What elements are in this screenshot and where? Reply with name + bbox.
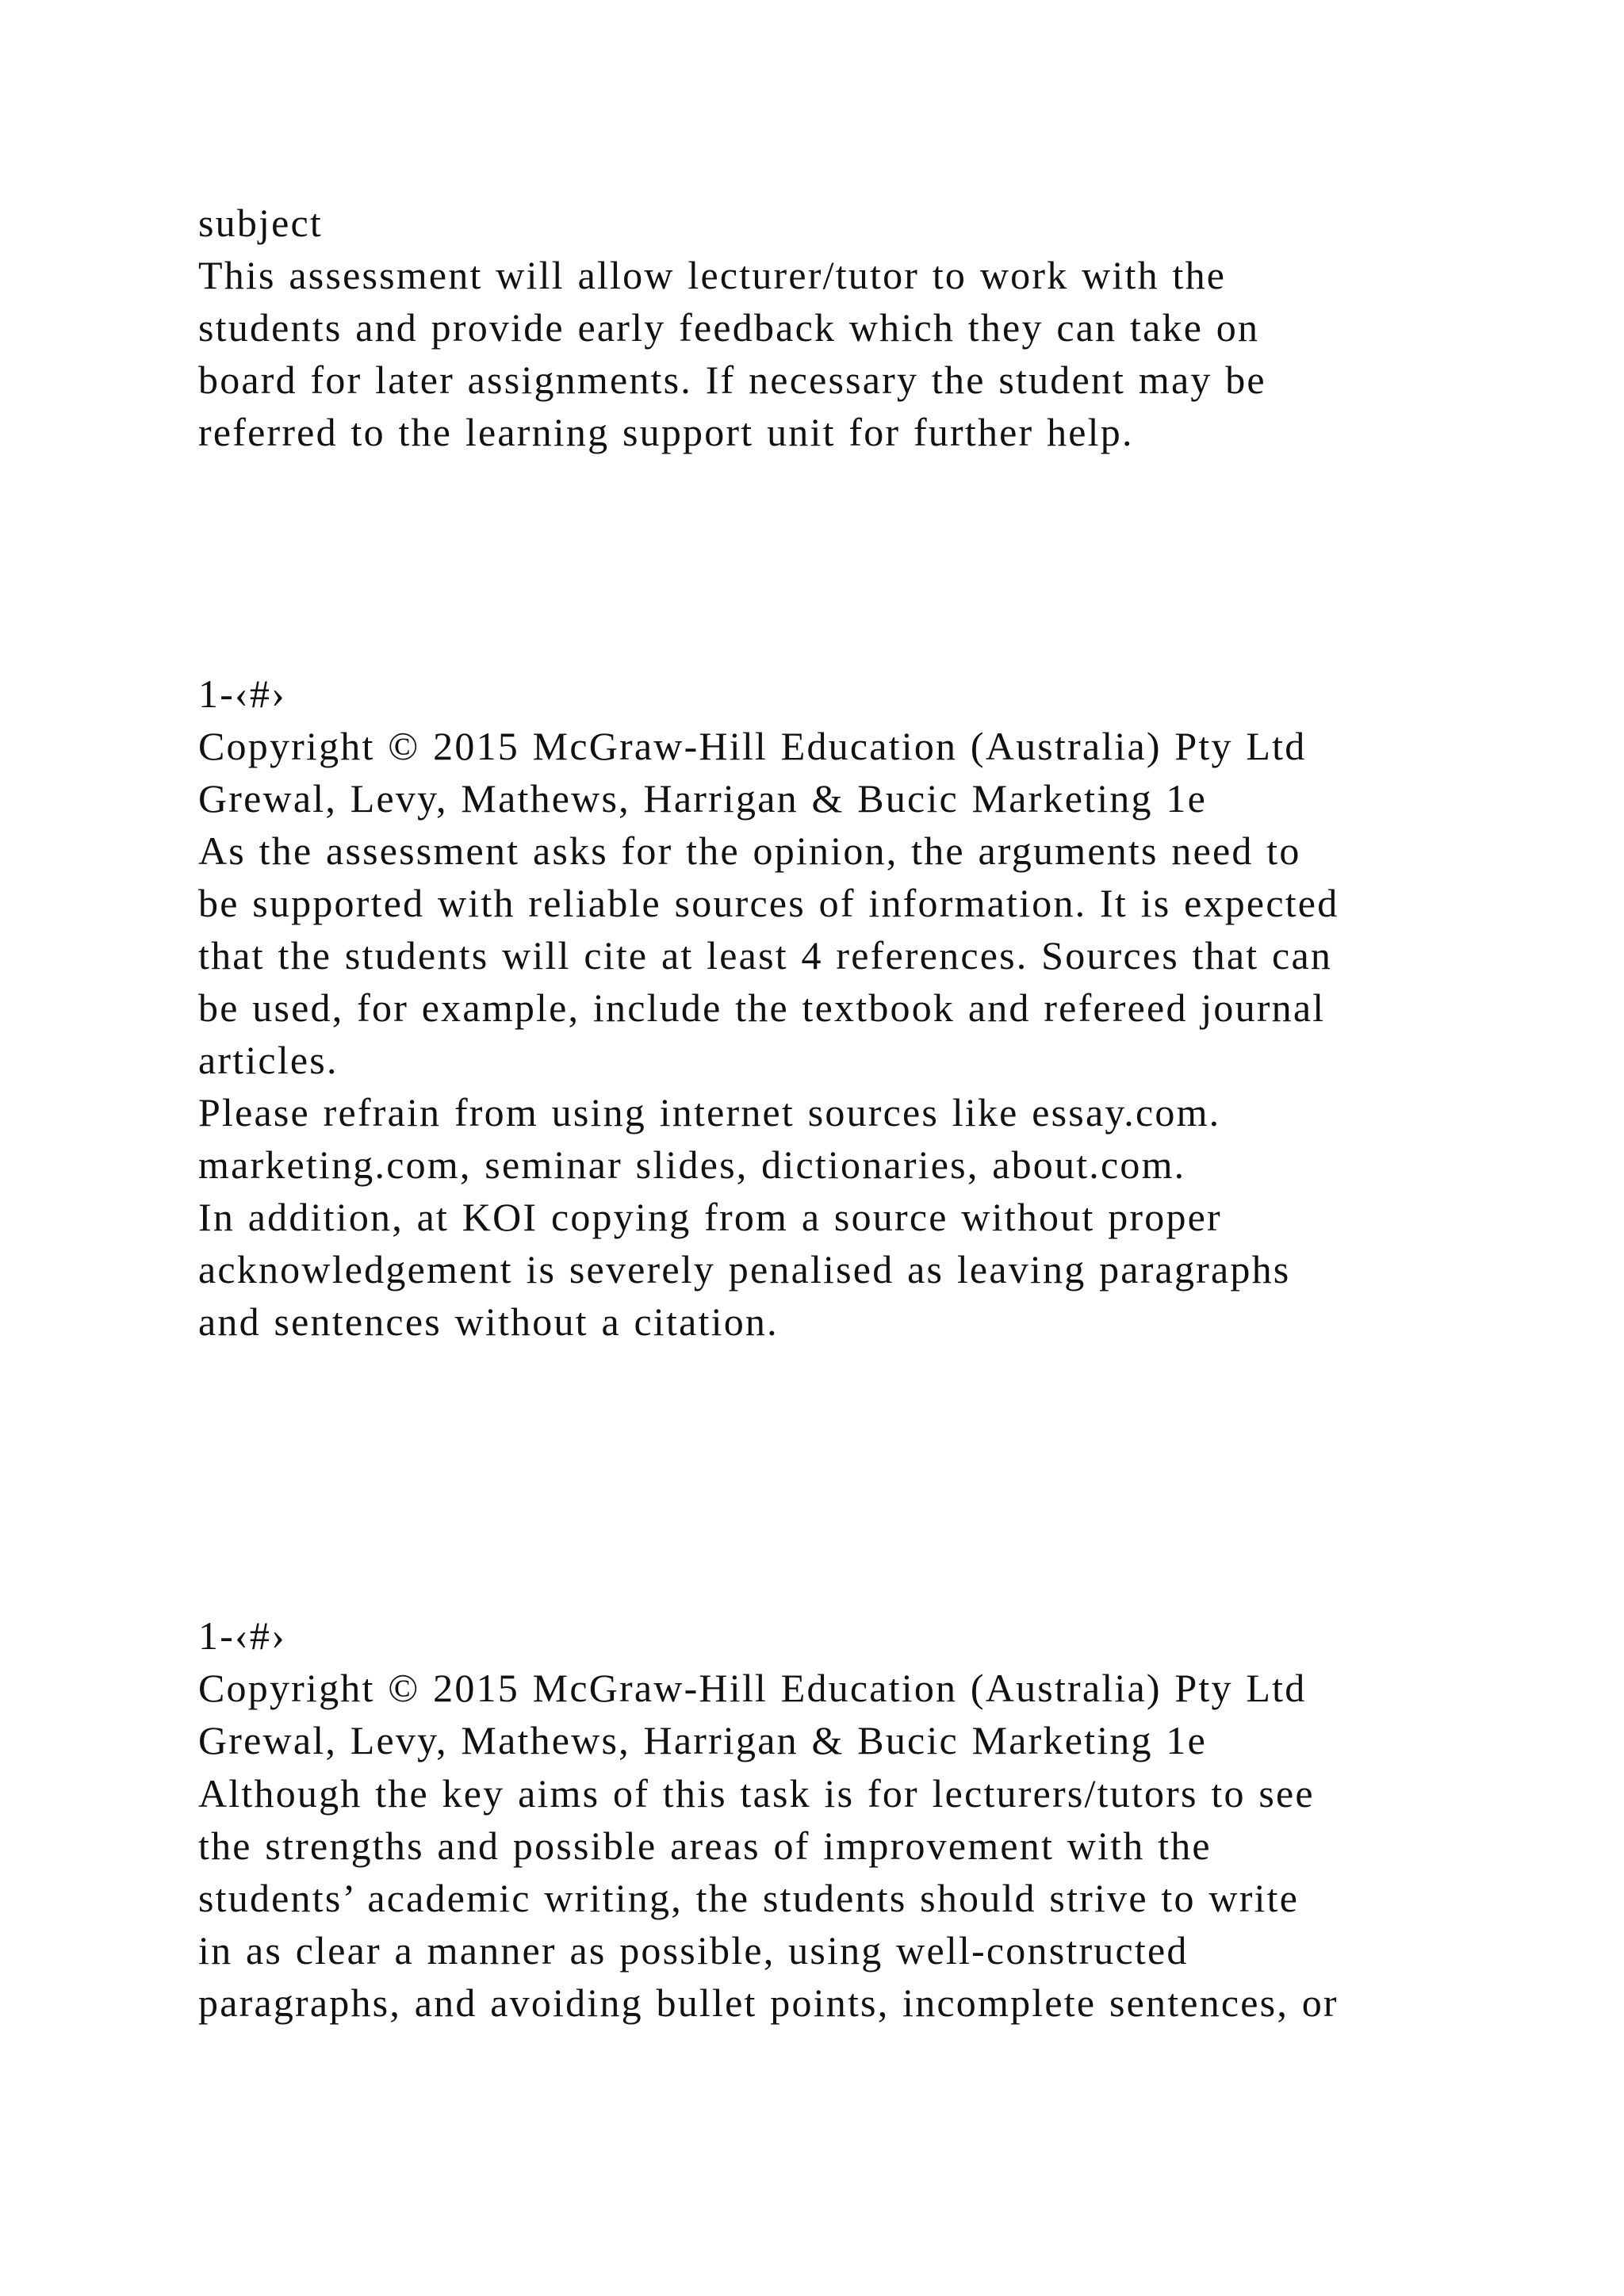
text-line: be used, for example, include the textbook and refereed journal bbox=[198, 985, 1326, 1030]
text-line: acknowledgement is severely penalised as leaving paragraphs bbox=[198, 1247, 1291, 1292]
slide-number: 1-‹#› bbox=[198, 1613, 286, 1658]
text-line: referred to the learning support unit for further help. bbox=[198, 410, 1134, 454]
text-line: board for later assignments. If necessary the student may be bbox=[198, 358, 1266, 402]
slide-number: 1-‹#› bbox=[198, 672, 286, 716]
text-line: paragraphs, and avoiding bullet points, incomplete sentences, or bbox=[198, 1980, 1339, 2025]
text-line: and sentences without a citation. bbox=[198, 1299, 779, 1344]
slide-footer-copyright bbox=[198, 668, 1546, 825]
text-line: In addition, at KOI copying from a source without proper bbox=[198, 1195, 1222, 1239]
paragraph-sources bbox=[198, 825, 1546, 1348]
paragraph-writing-aims bbox=[198, 1767, 1546, 2029]
text-line: As the assessment asks for the opinion, the arguments need to bbox=[198, 828, 1301, 873]
text-line: be supported with reliable sources of information. It is expected bbox=[198, 881, 1339, 925]
authors-line: Grewal, Levy, Mathews, Harrigan & Bucic Marketing 1e bbox=[198, 1718, 1208, 1762]
text-line: the strengths and possible areas of improvement with the bbox=[198, 1823, 1212, 1868]
text-line: students and provide early feedback which they can take on bbox=[198, 305, 1260, 350]
text-line: subject bbox=[198, 201, 324, 245]
paragraph-assessment-intro bbox=[198, 197, 1546, 458]
text-line: marketing.com, seminar slides, dictionaries, about.com. bbox=[198, 1142, 1186, 1187]
text-line: articles. bbox=[198, 1038, 339, 1082]
text-line: students’ academic writing, the students should strive to write bbox=[198, 1876, 1300, 1920]
text-line: that the students will cite at least 4 references. Sources that can bbox=[198, 933, 1333, 978]
text-line: This assessment will allow lecturer/tutor to work with the bbox=[198, 253, 1227, 297]
text-line: Although the key aims of this task is for lecturers/tutors to see bbox=[198, 1771, 1315, 1816]
copyright-line: Copyright © 2015 McGraw-Hill Education (Australia) Pty Ltd bbox=[198, 1666, 1307, 1710]
authors-line: Grewal, Levy, Mathews, Harrigan & Bucic Marketing 1e bbox=[198, 776, 1208, 821]
slide-footer-copyright bbox=[198, 1609, 1546, 1766]
text-line: in as clear a manner as possible, using well-constructed bbox=[198, 1928, 1189, 1973]
copyright-line: Copyright © 2015 McGraw-Hill Education (Australia) Pty Ltd bbox=[198, 724, 1307, 768]
text-line: Please refrain from using internet sources like essay.com. bbox=[198, 1090, 1221, 1135]
